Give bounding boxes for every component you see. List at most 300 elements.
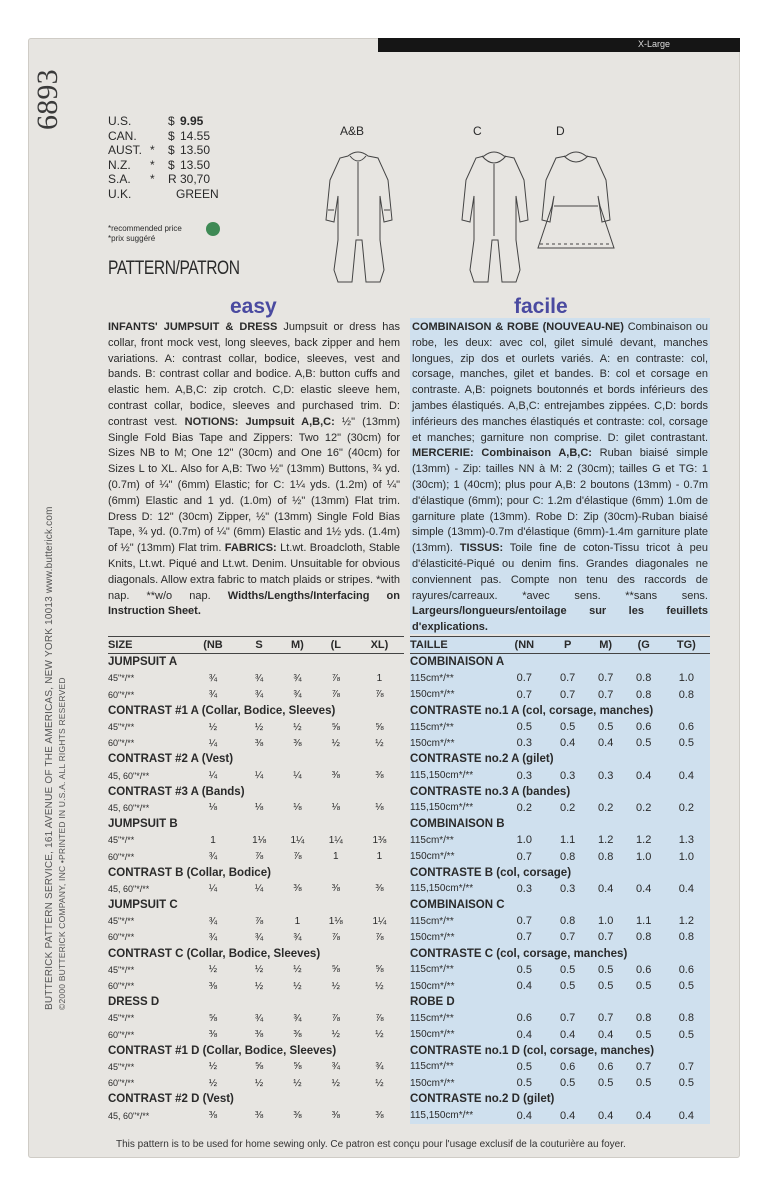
table-row <box>108 913 404 929</box>
yardage-value: ½ <box>331 1029 340 1041</box>
yardage-value: ½ <box>331 737 340 749</box>
english-tail: Widths/Lengths/Interfacing on Instruction Sheet. <box>108 589 400 618</box>
price-star: * <box>150 157 155 172</box>
suggested-price-note: *prix suggéré <box>108 234 156 243</box>
yardage-value: ⅜ <box>254 1029 264 1041</box>
table-section-row <box>410 994 710 1010</box>
yardage-value: 0.6 <box>516 1012 532 1025</box>
table-header-cell: (L <box>317 637 355 654</box>
view-label-d: D <box>556 124 565 138</box>
price-row <box>108 172 228 187</box>
yardage-value: 0.2 <box>560 801 576 814</box>
table-header-cell: (NN <box>500 637 549 654</box>
yardage-value: 0.3 <box>560 882 576 895</box>
table-row <box>108 832 404 848</box>
table-header-cell: (NB <box>186 637 240 654</box>
table-section-label: JUMPSUIT A <box>108 656 178 669</box>
yardage-value: 1 <box>294 915 301 927</box>
table-section-row <box>410 703 710 719</box>
fabric-width: 115cm*/** <box>410 964 454 976</box>
table-section-label: COMBINAISON B <box>410 818 505 831</box>
yardage-value: 0.7 <box>560 1012 576 1025</box>
yardage-value: 0.2 <box>636 801 652 814</box>
price-symbol: R <box>168 172 177 186</box>
table-row <box>410 719 710 735</box>
table-header-row <box>108 637 404 654</box>
yardage-value: ½ <box>254 1077 264 1089</box>
table-row <box>410 929 710 945</box>
publisher-line: BUTTERICK PATTERN SERVICE, 161 AVENUE OF THE AMERICAS, NEW YORK 10013 www.butterick.com <box>44 506 55 1010</box>
fabric-width: 115cm*/** <box>410 834 454 846</box>
yardage-value: ¾ <box>375 1061 384 1073</box>
table-section-label: CONTRAST #3 A (Bands) <box>108 785 245 798</box>
yardage-value: 0.4 <box>636 882 652 895</box>
yardage-value: ¾ <box>254 689 264 701</box>
english-notions-label: NOTIONS: Jumpsuit A,B,C: <box>184 415 335 428</box>
table-row <box>410 1107 710 1123</box>
table-row <box>108 735 404 751</box>
yardage-value: ⅞ <box>331 1012 340 1024</box>
recommended-price-note: *recommended price <box>108 224 182 233</box>
yardage-value: ⅝ <box>293 1061 302 1073</box>
yardage-value: ¾ <box>208 851 218 863</box>
yardage-value: 0.6 <box>636 721 652 734</box>
yardage-value: 0.4 <box>678 882 694 895</box>
table-section-label: DRESS D <box>108 996 160 1009</box>
yardage-value: ⅜ <box>375 1110 384 1122</box>
view-label-ab: A&B <box>340 124 365 138</box>
yardage-value: 0.6 <box>636 963 652 976</box>
yardage-value: 0.4 <box>636 1109 652 1122</box>
yardage-value: 0.7 <box>516 850 532 863</box>
price-value: 13.50 <box>180 143 211 157</box>
yardage-value: 0.7 <box>560 931 576 944</box>
yardage-value: 1.0 <box>636 850 652 863</box>
table-header-cell: (G <box>625 637 663 654</box>
yardage-value: 0.7 <box>678 1060 694 1073</box>
jumpsuit-c-illustration <box>462 152 528 282</box>
french-title: COMBINAISON & ROBE (NOUVEAU-NE) <box>412 321 624 333</box>
yardage-value: ¾ <box>293 931 302 943</box>
table-row <box>410 962 710 978</box>
table-section-label: CONTRAST #1 A (Collar, Bodice, Sleeves) <box>108 704 336 717</box>
yardage-value: 1⅜ <box>372 834 387 846</box>
price-row <box>108 143 228 158</box>
yardage-value: 0.4 <box>516 980 532 993</box>
price-value: 14.55 <box>180 128 211 143</box>
table-header-cell: P <box>549 637 587 654</box>
fabric-width: 60"*/** <box>108 932 135 943</box>
yardage-value: 1.2 <box>678 915 694 928</box>
yardage-value: 1.2 <box>598 834 614 847</box>
french-text-1: Combinaison ou robe, les deux: avec col, gilet simulé devant, manches longues, zip dos et ourlets variés. A: en contraste: col, corsage, manches, gilet et bandes. B: col et corsage en contraste. A,B: poignets boutonnés et bords inférieurs des jambes élastiqués. A,B,C: entrejambes zippées. C,D: bords inférieurs des manches élastiqués et contraste: col, corsage et manches; garniture non comprise. D: gilet contrastant. <box>412 321 708 444</box>
table-section-row <box>410 1091 710 1107</box>
table-header-cell: SIZE <box>108 637 186 654</box>
table-section-label: CONTRASTE no.2 A (gilet) <box>410 753 554 766</box>
heading-facile: facile <box>514 295 568 318</box>
yardage-value: 0.4 <box>678 1109 694 1122</box>
yardage-value: 0.2 <box>516 801 532 814</box>
yardage-value: 0.5 <box>560 980 576 993</box>
fabric-width: 150cm*/** <box>410 737 455 749</box>
yardage-value: 0.8 <box>636 931 652 944</box>
yardage-value: ⅞ <box>254 915 264 927</box>
yardage-value: 0.4 <box>636 769 652 782</box>
yardage-value: 0.8 <box>560 915 576 928</box>
yardage-value: ½ <box>254 980 264 992</box>
french-text-3: Toile fine de coton-Tissu tricot à peu d'élasticité-Piqué ou denim fins. Grandes diagonales ne conviennent pas. Compte non tenu des raccords de rayures/carreaux. *avec sens. **sans sens. <box>412 542 709 602</box>
yardage-value: 1¼ <box>328 834 343 846</box>
yardage-value: 1.3 <box>678 834 694 847</box>
table-header-row <box>410 637 710 654</box>
yardage-value: ½ <box>208 964 218 976</box>
yardage-value: 0.4 <box>560 1109 576 1122</box>
yardage-value: ⅞ <box>375 931 384 943</box>
yardage-value: 0.2 <box>678 801 694 814</box>
pattern-label: PATTERN/PATRON <box>108 258 240 279</box>
table-row <box>108 1075 404 1091</box>
yardage-value: 0.7 <box>516 931 532 944</box>
yardage-value: ⅜ <box>331 770 340 782</box>
table-section-row <box>108 816 404 832</box>
yardage-value: 0.8 <box>636 672 652 685</box>
table-section-row <box>108 703 404 719</box>
yardage-value: 1.1 <box>560 834 576 847</box>
jumpsuit-ab-illustration <box>326 152 392 282</box>
green-price-dot <box>206 222 220 236</box>
yardage-value: ⅜ <box>331 1110 340 1122</box>
price-star: * <box>150 172 155 186</box>
fabric-width: 45"*/** <box>108 722 135 733</box>
fabric-width: 150cm*/** <box>410 1077 455 1089</box>
fabric-width: 60"*/** <box>108 1029 135 1040</box>
yardage-value: ¾ <box>293 672 302 684</box>
table-section-row <box>410 654 710 671</box>
fabric-width: 150cm*/** <box>410 931 455 943</box>
dress-d-illustration <box>538 152 614 248</box>
table-section-label: CONTRASTE B (col, corsage) <box>410 866 572 879</box>
yardage-value: 0.7 <box>560 688 576 701</box>
yardage-value: 0.5 <box>636 980 652 993</box>
view-label-c: C <box>473 124 482 138</box>
table-section-label: CONTRAST C (Collar, Bodice, Sleeves) <box>108 947 321 960</box>
fabric-width: 150cm*/** <box>410 980 455 992</box>
fabric-width: 60"*/** <box>108 738 135 749</box>
yardage-value: 1.0 <box>678 850 694 863</box>
table-section-row <box>410 751 710 767</box>
table-section-row <box>108 751 404 767</box>
fabric-width: 115cm*/** <box>410 1012 454 1024</box>
price-symbol: $ <box>168 157 175 172</box>
yardage-value: 0.5 <box>678 980 694 993</box>
yardage-value: ½ <box>293 721 302 733</box>
yardage-value: 0.8 <box>636 688 652 701</box>
yardage-value: ½ <box>208 1061 218 1073</box>
price-row <box>108 114 228 129</box>
side-publisher-text <box>31 60 76 1010</box>
yardage-value: 0.4 <box>560 737 576 750</box>
yardage-value: ⅜ <box>254 1110 264 1122</box>
yardage-value: 1.1 <box>636 915 652 928</box>
french-fabrics-label: TISSUS: <box>459 542 504 555</box>
price-country: AUST. <box>108 143 143 157</box>
table-row <box>108 929 404 945</box>
yardage-value: ⅛ <box>375 802 384 814</box>
yardage-value: 0.4 <box>516 1109 532 1122</box>
table-section-label: JUMPSUIT C <box>108 899 178 912</box>
yardage-value: ⅝ <box>375 964 384 976</box>
table-section-row <box>108 1091 404 1107</box>
fabric-width: 60"*/** <box>108 1078 135 1089</box>
table-row <box>108 1010 404 1026</box>
yardage-value: 0.6 <box>678 721 694 734</box>
table-row <box>410 768 710 784</box>
top-band <box>378 38 740 52</box>
yardage-value: ½ <box>331 1077 340 1089</box>
yardage-value: 0.5 <box>678 737 694 750</box>
yardage-value: ⅛ <box>293 802 302 814</box>
price-country: CAN. <box>108 128 137 143</box>
table-section-label: COMBINAISON C <box>410 899 505 912</box>
table-header-cell: S <box>240 637 278 654</box>
table-row <box>108 881 404 897</box>
yardage-value: ⅜ <box>208 1110 218 1122</box>
fabric-width: 45"*/** <box>108 964 135 975</box>
yardage-value: ⅜ <box>254 737 264 749</box>
yardage-value: ⅝ <box>331 721 340 733</box>
yardage-value: ⅜ <box>331 883 340 895</box>
yardage-value: ½ <box>375 1029 384 1041</box>
yardage-value: 0.3 <box>598 769 614 782</box>
yardage-value: ¾ <box>208 915 218 927</box>
price-value: 13.50 <box>180 157 211 172</box>
yardage-value: 0.8 <box>678 931 694 944</box>
yardage-value: ⅝ <box>375 721 384 733</box>
yardage-value: ½ <box>254 721 264 733</box>
yardage-value: 0.6 <box>678 963 694 976</box>
yardage-value: ⅛ <box>254 802 264 814</box>
table-section-label: CONTRAST #2 D (Vest) <box>108 1093 234 1106</box>
yardage-value: 0.3 <box>516 769 532 782</box>
yardage-value: ¾ <box>208 931 218 943</box>
table-row <box>410 1075 710 1091</box>
yardage-value: 0.7 <box>516 688 532 701</box>
english-description <box>108 320 400 620</box>
yardage-value: 0.7 <box>636 1060 652 1073</box>
yardage-value: ⅝ <box>331 964 340 976</box>
price-value: GREEN <box>176 186 219 201</box>
price-value: 9.95 <box>180 114 204 128</box>
yardage-value: 1⅛ <box>328 915 343 927</box>
fabric-width: 115cm*/** <box>410 672 454 684</box>
price-row <box>108 158 228 173</box>
table-row <box>108 1027 404 1043</box>
yardage-value: ¾ <box>254 931 264 943</box>
french-text-2: Ruban biaisé simple (13mm) - Zip: tailles NN à M: 2 (30cm); tailles G et TG: 1 (30cm); 1 (40cm); plus pour A,B: 2 boutons (13mm) - 0.7m d'élastique (6mm); pour C: 1.2m d'élastique (6mm) 1.0m de garniture plate (13mm). Robe D: Zip (30cm)-Ruban biaisé simple (13mm)-0.7m d'élastique (6mm)-1.4m garniture plate (13mm). <box>412 447 708 555</box>
yardage-value: 0.4 <box>516 1028 532 1041</box>
table-section-label: CONTRASTE C (col, corsage, manches) <box>410 947 628 960</box>
table-section-label: CONTRAST #1 D (Collar, Bodice, Sleeves) <box>108 1044 337 1057</box>
english-text-2: ½" (13mm) Single Fold Bias Tape and Zippers: Two 12" (30cm) for Sizes NB to M; One 12" (30cm) and One 16" (40cm) for Sizes L to XL. Also for A,B: Two ½" (13mm) Buttons, ¾ yd. (0.7m) of ¼" (6mm) Elastic; for C: 1¼ yds. (1.2m) of ¼" (6mm) Elastic and 1 yd. (1.0m) of ½" (13mm) Flat trim. Dress D: 12" (30cm) Zipper, ½" (13mm) Single Fold Bias Tape, ¾ yd. (0.7m) of ¼" (6mm) Elastic and 1½ yds. (1.4m) of ½" (13mm) Flat trim. <box>108 415 401 555</box>
table-header-cell: XL) <box>355 637 404 654</box>
yardage-value: 0.4 <box>598 1109 614 1122</box>
yardage-value: ⅜ <box>293 1029 302 1041</box>
yardage-value: ¾ <box>254 1012 264 1024</box>
yardage-value: ⅜ <box>293 1110 302 1122</box>
yardage-value: ½ <box>375 980 384 992</box>
yardage-value: 0.8 <box>560 850 576 863</box>
yardage-value: 0.7 <box>598 1012 614 1025</box>
table-section-row <box>108 994 404 1010</box>
yardage-value: ⅜ <box>293 737 302 749</box>
fabric-width: 45"*/** <box>108 916 135 927</box>
table-row <box>108 1059 404 1075</box>
table-header-cell: M) <box>278 637 316 654</box>
yardage-value: 1¼ <box>372 915 387 927</box>
yardage-value: ¾ <box>208 689 218 701</box>
table-section-row <box>410 784 710 800</box>
table-section-row <box>410 897 710 913</box>
yardage-value: 1 <box>210 834 216 846</box>
table-section-label: CONTRASTE no.1 A (col, corsage, manches) <box>410 704 654 717</box>
yardage-value: 0.5 <box>560 721 576 734</box>
table-row <box>410 800 710 816</box>
fabric-width: 115,150cm*/** <box>410 883 474 895</box>
table-header-cell: TG) <box>663 637 710 654</box>
fabric-width: 60"*/** <box>108 851 135 862</box>
table-section-label: COMBINAISON A <box>410 656 505 669</box>
english-text-3: Lt.wt. Broadcloth, Stable Knits, Lt.wt. Piqué and Lt.wt. Denim. Unsuitable for obvious diagonals. Allow extra fabric to match plaids or stripes. *with nap. **w/o nap. <box>108 542 401 602</box>
yardage-value: ⅞ <box>254 851 264 863</box>
yardage-value: 0.5 <box>516 963 532 976</box>
price-country: S.A. <box>108 172 131 186</box>
table-row <box>108 962 404 978</box>
yardage-value: 0.2 <box>598 801 614 814</box>
yardage-value: ⅝ <box>208 1012 218 1024</box>
fabric-width: 45"*/** <box>108 1013 135 1024</box>
home-sewing-footer: This pattern is to be used for home sewing only. Ce patron est conçu pour l'usage exclusif de la couturière au foyer. <box>116 1139 626 1150</box>
yardage-table-french <box>410 636 710 1124</box>
fabric-width: 115cm*/** <box>410 721 454 733</box>
yardage-value: 0.5 <box>598 980 614 993</box>
table-row <box>410 1027 710 1043</box>
yardage-value: 0.7 <box>560 672 576 685</box>
price-country: U.S. <box>108 114 132 128</box>
yardage-value: 0.5 <box>598 1077 614 1090</box>
table-row <box>108 719 404 735</box>
yardage-value: 0.5 <box>678 1077 694 1090</box>
yardage-value: ⅞ <box>375 1012 384 1024</box>
yardage-value: 0.4 <box>598 737 614 750</box>
yardage-value: 0.3 <box>516 737 532 750</box>
yardage-value: 1.0 <box>598 915 614 928</box>
yardage-value: 0.8 <box>636 1012 652 1025</box>
yardage-value: 0.5 <box>560 1077 576 1090</box>
yardage-value: ⅜ <box>293 883 302 895</box>
table-section-row <box>108 897 404 913</box>
fabric-width: 115,150cm*/** <box>410 1110 474 1122</box>
yardage-value: 1 <box>376 672 383 684</box>
yardage-value: 0.5 <box>598 963 614 976</box>
table-row <box>108 670 404 686</box>
table-row <box>410 735 710 751</box>
table-section-label: CONTRASTE no.3 A (bandes) <box>410 785 571 798</box>
price-country: U.K. <box>108 186 132 201</box>
yardage-value: 1.0 <box>678 672 694 685</box>
fabric-width: 150cm*/** <box>410 851 455 863</box>
fabric-width: 60"*/** <box>108 981 135 992</box>
fabric-width: 45"*/** <box>108 835 135 846</box>
yardage-value: 0.7 <box>516 915 532 928</box>
table-row <box>410 1010 710 1026</box>
table-section-label: ROBE D <box>410 996 455 1009</box>
yardage-value: 0.7 <box>598 931 614 944</box>
fabric-width: 45"*/** <box>108 673 135 684</box>
fabric-width: 45, 60"*/** <box>108 770 150 781</box>
yardage-value: ⅞ <box>331 689 340 701</box>
copyright-line: ©2000 BUTTERICK COMPANY, INC •PRINTED IN U.S.A. ALL RIGHTS RESERVED <box>57 677 67 1010</box>
yardage-value: ⅛ <box>208 802 218 814</box>
yardage-value: 0.5 <box>516 1060 532 1073</box>
english-text-1: Jumpsuit or dress has collar, front mock vest, long sleeves, back zipper and hem variations. A: contrast collar, bodice, sleeves, vest and bands. B: contrast collar and bodice. A,B: button cuffs and elastic hem. A,B,C: zip crotch. C,D: elastic sleeve hem, contrast collar, bodice, sleeves and purchased trim. D: contrast vest. <box>108 321 400 428</box>
yardage-value: 0.5 <box>516 721 532 734</box>
english-fabrics-label: FABRICS: <box>224 542 277 555</box>
french-notions-label: MERCERIE: Combinaison A,B,C: <box>412 447 592 460</box>
table-section-row <box>410 865 710 881</box>
yardage-value: ½ <box>208 721 218 733</box>
heading-easy: easy <box>230 295 277 318</box>
yardage-value: 0.5 <box>678 1028 694 1041</box>
price-symbol: $ <box>168 114 175 128</box>
fabric-width: 150cm*/** <box>410 689 455 701</box>
yardage-value: ½ <box>375 737 384 749</box>
yardage-value: 0.5 <box>516 1077 532 1090</box>
table-section-row <box>108 865 404 881</box>
yardage-value: ¼ <box>254 883 264 895</box>
yardage-value: ¼ <box>293 770 302 782</box>
yardage-value: 0.5 <box>560 963 576 976</box>
price-row <box>108 187 228 202</box>
yardage-value: ¼ <box>208 770 218 782</box>
french-tail: Largeurs/longueurs/entoilage sur les feuillets d'explications. <box>412 605 708 634</box>
yardage-value: 0.3 <box>516 882 532 895</box>
yardage-value: 0.3 <box>560 769 576 782</box>
price-symbol: $ <box>168 128 175 143</box>
table-row <box>108 768 404 784</box>
yardage-value: 0.7 <box>516 672 532 685</box>
yardage-value: ¾ <box>331 1061 340 1073</box>
yardage-value: ½ <box>293 964 302 976</box>
yardage-value: ⅞ <box>331 931 340 943</box>
fabric-width: 60"*/** <box>108 689 135 700</box>
table-header-cell: TAILLE <box>410 637 500 654</box>
yardage-value: ½ <box>208 1077 218 1089</box>
table-row <box>410 832 710 848</box>
table-row <box>410 978 710 994</box>
table-row <box>410 670 710 686</box>
yardage-value: 0.4 <box>678 769 694 782</box>
yardage-value: 1⅛ <box>252 834 267 846</box>
table-row <box>108 687 404 703</box>
yardage-value: ⅝ <box>254 1061 264 1073</box>
yardage-value: 0.7 <box>598 688 614 701</box>
table-section-label: CONTRAST B (Collar, Bodice) <box>108 866 271 879</box>
fabric-width: 45"*/** <box>108 1061 135 1072</box>
yardage-value: ⅞ <box>293 851 302 863</box>
yardage-value: ⅜ <box>208 980 218 992</box>
price-country: N.Z. <box>108 157 131 172</box>
table-section-row <box>410 816 710 832</box>
